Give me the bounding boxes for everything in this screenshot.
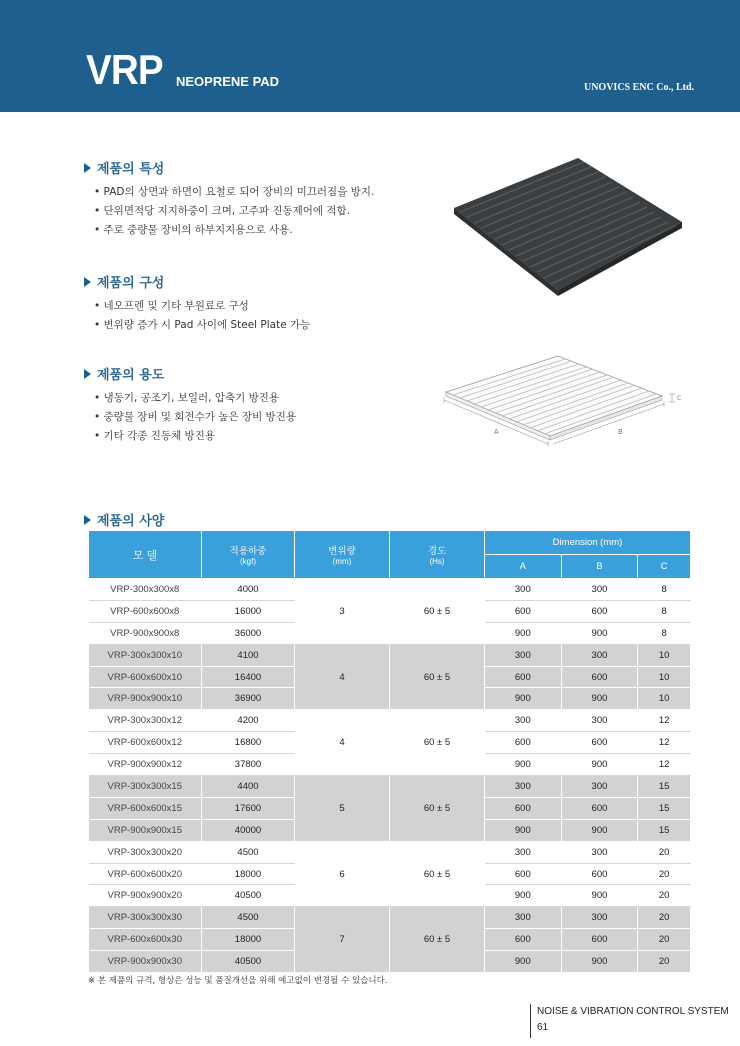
hardness-cell: 60 ± 5 — [390, 907, 485, 973]
dim-b-cell: 300 — [561, 644, 638, 666]
dim-b-cell: 900 — [561, 754, 638, 776]
dim-a-cell: 300 — [485, 579, 562, 601]
model-cell: VRP-600x600x10 — [89, 666, 202, 688]
dim-a-cell: 900 — [485, 819, 562, 841]
displacement-cell: 7 — [295, 907, 390, 973]
load-cell: 18000 — [202, 863, 295, 885]
load-cell: 17600 — [202, 797, 295, 819]
list-item: • 기타 각종 진동체 방진용 — [94, 427, 296, 446]
table-row — [89, 644, 691, 666]
dim-a-cell: 600 — [485, 863, 562, 885]
dim-a-cell: 900 — [485, 622, 562, 644]
dim-c-cell: 15 — [638, 776, 691, 798]
col-header-c: C — [638, 555, 691, 579]
dim-b-cell: 300 — [561, 710, 638, 732]
dimension-drawing — [440, 350, 690, 470]
model-cell: VRP-300x300x20 — [89, 841, 202, 863]
section-composition — [84, 272, 310, 335]
hardness-cell: 60 ± 5 — [390, 710, 485, 776]
dim-c-cell: 20 — [638, 951, 691, 973]
model-cell: VRP-600x600x8 — [89, 600, 202, 622]
list-item: • 주로 중량물 장비의 하부지지용으로 사용. — [94, 221, 374, 240]
model-cell: VRP-900x900x12 — [89, 754, 202, 776]
list-item: • 네오프렌 및 기타 부원료로 구성 — [94, 297, 310, 316]
model-cell: VRP-300x300x15 — [89, 776, 202, 798]
dim-b-cell: 900 — [561, 885, 638, 907]
load-cell: 16800 — [202, 732, 295, 754]
product-subtitle: NEOPRENE PAD — [176, 74, 280, 89]
load-cell: 36900 — [202, 688, 295, 710]
dim-c-cell: 12 — [638, 710, 691, 732]
dim-a-cell: 300 — [485, 907, 562, 929]
bullet-list — [94, 389, 296, 446]
table-row — [89, 776, 691, 798]
model-cell: VRP-900x900x8 — [89, 622, 202, 644]
load-cell: 4400 — [202, 776, 295, 798]
dim-label-a: A — [494, 428, 499, 436]
hardness-cell: 60 ± 5 — [390, 644, 485, 710]
model-cell: VRP-900x900x15 — [89, 819, 202, 841]
dim-c-cell: 8 — [638, 600, 691, 622]
dim-a-cell: 900 — [485, 885, 562, 907]
product-code: VRP — [86, 46, 163, 93]
dim-a-cell: 900 — [485, 688, 562, 710]
footer-divider — [530, 1004, 531, 1038]
load-cell: 40500 — [202, 885, 295, 907]
table-row — [89, 841, 691, 863]
model-cell: VRP-300x300x10 — [89, 644, 202, 666]
col-header-b: B — [561, 555, 638, 579]
dim-b-cell: 600 — [561, 732, 638, 754]
load-cell: 37800 — [202, 754, 295, 776]
dim-b-cell: 600 — [561, 929, 638, 951]
model-cell: VRP-900x900x30 — [89, 951, 202, 973]
dim-b-cell: 300 — [561, 776, 638, 798]
section-features — [84, 158, 374, 240]
load-cell: 40500 — [202, 951, 295, 973]
dim-c-cell: 15 — [638, 819, 691, 841]
bullet-list — [94, 297, 310, 335]
displacement-cell: 6 — [295, 841, 390, 907]
dim-a-cell: 300 — [485, 710, 562, 732]
dim-a-cell: 900 — [485, 754, 562, 776]
col-header-hardness: 경도 (Hs) — [390, 531, 485, 579]
load-cell: 36000 — [202, 622, 295, 644]
list-item: • 중량물 장비 및 회전수가 높은 장비 방진용 — [94, 408, 296, 427]
pad-photo — [450, 150, 690, 300]
spec-table — [88, 530, 691, 973]
dim-b-cell: 600 — [561, 863, 638, 885]
load-cell: 4500 — [202, 907, 295, 929]
col-header-a: A — [485, 555, 562, 579]
dim-a-cell: 600 — [485, 797, 562, 819]
dim-c-cell: 20 — [638, 929, 691, 951]
dim-c-cell: 15 — [638, 797, 691, 819]
model-cell: VRP-600x600x12 — [89, 732, 202, 754]
col-header-dimension: Dimension (mm) — [485, 531, 691, 555]
dim-b-cell: 900 — [561, 819, 638, 841]
arrow-icon — [84, 515, 91, 525]
dim-b-cell: 600 — [561, 600, 638, 622]
dim-a-cell: 900 — [485, 951, 562, 973]
table-row — [89, 907, 691, 929]
arrow-icon — [84, 277, 91, 287]
section-title: 제품의 용도 — [97, 368, 165, 383]
section-title: 제품의 사양 — [97, 514, 165, 529]
hardness-cell: 60 ± 5 — [390, 776, 485, 842]
header-banner — [0, 0, 740, 112]
model-cell: VRP-300x300x30 — [89, 907, 202, 929]
dim-a-cell: 300 — [485, 841, 562, 863]
dim-c-cell: 10 — [638, 688, 691, 710]
model-cell: VRP-600x600x15 — [89, 797, 202, 819]
load-cell: 4500 — [202, 841, 295, 863]
section-title: 제품의 특성 — [97, 162, 165, 177]
load-cell: 18000 — [202, 929, 295, 951]
table-row — [89, 579, 691, 601]
load-cell: 16400 — [202, 666, 295, 688]
col-header-load: 적용하중 (kgf) — [202, 531, 295, 579]
dim-b-cell: 900 — [561, 688, 638, 710]
dim-c-cell: 12 — [638, 754, 691, 776]
dim-a-cell: 600 — [485, 929, 562, 951]
section-spec — [84, 510, 164, 529]
col-header-model: 모 델 — [89, 531, 202, 579]
load-cell: 4000 — [202, 579, 295, 601]
dim-c-cell: 20 — [638, 841, 691, 863]
dim-a-cell: 300 — [485, 776, 562, 798]
hardness-cell: 60 ± 5 — [390, 579, 485, 645]
dim-c-cell: 12 — [638, 732, 691, 754]
col-header-displacement: 변위량 (mm) — [295, 531, 390, 579]
dim-c-cell: 8 — [638, 622, 691, 644]
dim-a-cell: 600 — [485, 732, 562, 754]
footnote: ※ 본 제품의 규격, 형상은 성능 및 품질개선을 위해 예고없이 변경될 수 있습니다. — [88, 976, 388, 986]
displacement-cell: 5 — [295, 776, 390, 842]
dim-a-cell: 600 — [485, 600, 562, 622]
dim-b-cell: 300 — [561, 841, 638, 863]
model-cell: VRP-300x300x8 — [89, 579, 202, 601]
dim-a-cell: 600 — [485, 666, 562, 688]
dim-c-cell: 10 — [638, 666, 691, 688]
displacement-cell: 4 — [295, 644, 390, 710]
load-cell: 4200 — [202, 710, 295, 732]
dim-a-cell: 300 — [485, 644, 562, 666]
dim-b-cell: 600 — [561, 666, 638, 688]
model-cell: VRP-900x900x10 — [89, 688, 202, 710]
footer-system: NOISE & VIBRATION CONTROL SYSTEM — [537, 1006, 729, 1017]
load-cell: 40000 — [202, 819, 295, 841]
dim-c-cell: 20 — [638, 885, 691, 907]
dim-c-cell: 20 — [638, 863, 691, 885]
spec-table-body — [89, 579, 691, 973]
table-row — [89, 710, 691, 732]
dim-b-cell: 300 — [561, 579, 638, 601]
page-number: 61 — [537, 1022, 549, 1033]
model-cell: VRP-900x900x20 — [89, 885, 202, 907]
model-cell: VRP-600x600x30 — [89, 929, 202, 951]
arrow-icon — [84, 369, 91, 379]
model-cell: VRP-300x300x12 — [89, 710, 202, 732]
dim-label-b: B — [618, 428, 623, 436]
list-item: • 냉동기, 공조기, 보일러, 압축기 방진용 — [94, 389, 296, 408]
dim-c-cell: 10 — [638, 644, 691, 666]
hardness-cell: 60 ± 5 — [390, 841, 485, 907]
list-item: • 변위량 증가 시 Pad 사이에 Steel Plate 가능 — [94, 316, 310, 335]
dim-c-cell: 8 — [638, 579, 691, 601]
company-name: UNOVICS ENC Co., Ltd. — [583, 82, 694, 93]
displacement-cell: 3 — [295, 579, 390, 645]
model-cell: VRP-600x600x20 — [89, 863, 202, 885]
dim-c-cell: 20 — [638, 907, 691, 929]
list-item: • PAD의 상면과 하면이 요철로 되어 장비의 미끄러짐을 방지. — [94, 183, 374, 202]
list-item: • 단위면적당 지지하중이 크며, 고주파 진동제어에 적합. — [94, 202, 374, 221]
load-cell: 16000 — [202, 600, 295, 622]
load-cell: 4100 — [202, 644, 295, 666]
bullet-list — [94, 183, 374, 240]
section-title: 제품의 구성 — [97, 276, 165, 291]
dim-b-cell: 900 — [561, 622, 638, 644]
section-usage — [84, 364, 296, 446]
dim-label-c: C — [677, 395, 682, 402]
dim-b-cell: 900 — [561, 951, 638, 973]
dim-b-cell: 300 — [561, 907, 638, 929]
arrow-icon — [84, 163, 91, 173]
dim-b-cell: 600 — [561, 797, 638, 819]
displacement-cell: 4 — [295, 710, 390, 776]
